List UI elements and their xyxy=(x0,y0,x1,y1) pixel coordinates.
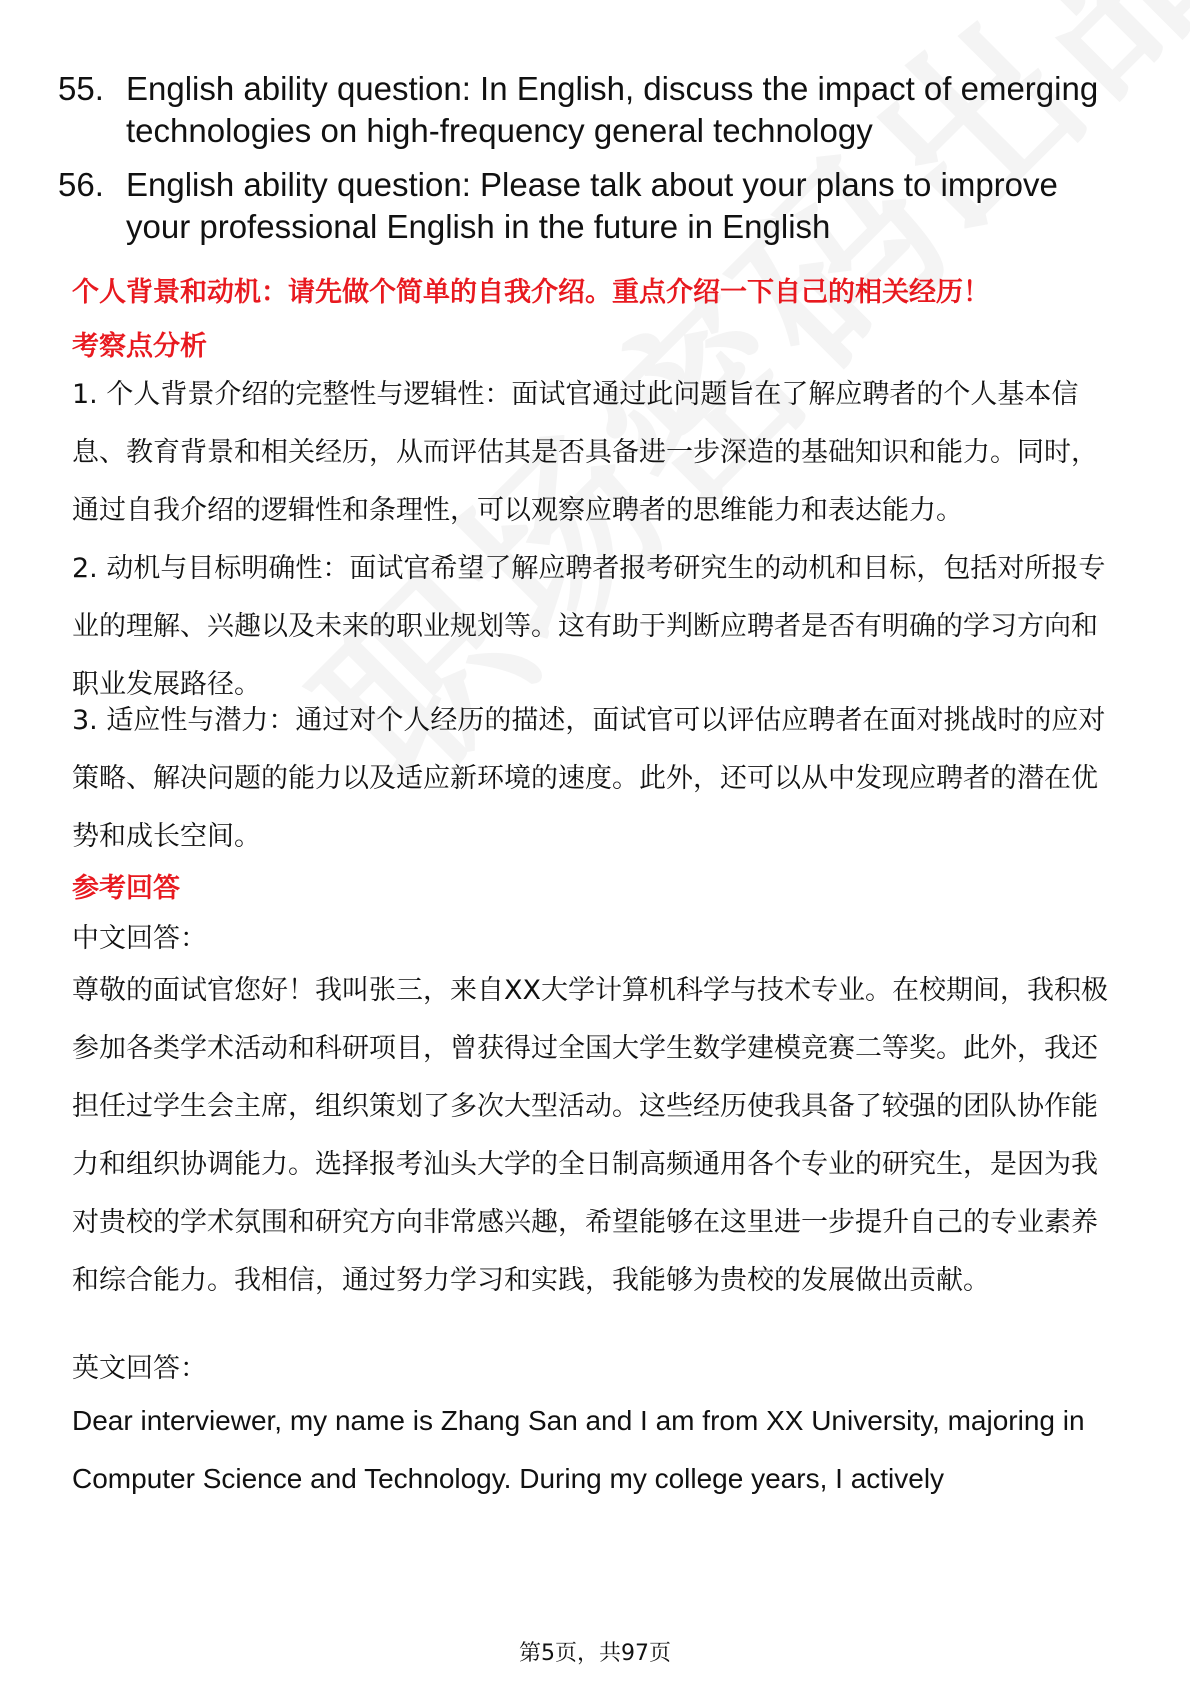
question-text: English ability question: In English, discuss the impact of emerging technologies on high-frequency general technology xyxy=(126,70,1099,149)
analysis-point: 2. 动机与目标明确性：面试官希望了解应聘者报考研究生的动机和目标，包括对所报专业的理解、兴趣以及未来的职业规划等。这有助于判断应聘者是否有明确的学习方向和职业发展路径。 xyxy=(72,553,1106,700)
chinese-answer-label: 中文回答： xyxy=(72,923,207,954)
section-title: 个人背景和动机：请先做个简单的自我介绍。重点介绍一下自己的相关经历！ xyxy=(72,277,990,308)
page-footer: 第5页，共97页 xyxy=(519,1641,671,1666)
chinese-answer: 尊敬的面试官您好！我叫张三，来自XX大学计算机科学与技术专业。在校期间，我积极参加各类学术活动和科研项目，曾获得过全国大学生数学建模竞赛二等奖。此外，我还担任过学生会主席，组织策划了多次大型活动。这些经历使我具备了较强的团队协作能力和组织协调能力。选择报考汕头大学的全日制高频通用各个专业的研究生，是因为我对贵校的学术氛围和研究方向非常感兴趣，希望能够在这里进一步提升自己的专业素养和综合能力。我相信，通过努力学习和实践，我能够为贵校的发展做出贡献。 xyxy=(72,975,1108,1296)
analysis-point: 3. 适应性与潜力：通过对个人经历的描述，面试官可以评估应聘者在面对挑战时的应对策略、解决问题的能力以及适应新环境的速度。此外，还可以从中发现应聘者的潜在优势和成长空间。 xyxy=(72,705,1106,852)
analysis-heading: 考察点分析 xyxy=(72,331,207,362)
question-item xyxy=(58,68,1118,152)
question-number: 56. xyxy=(58,166,104,203)
question-number: 55. xyxy=(58,70,104,107)
analysis-point: 1. 个人背景介绍的完整性与逻辑性：面试官通过此问题旨在了解应聘者的个人基本信息、教育背景和相关经历，从而评估其是否具备进一步深造的基础知识和能力。同时，通过自我介绍的逻辑性和条理性，可以观察应聘者的思维能力和表达能力。 xyxy=(72,379,1098,526)
question-item xyxy=(58,164,1118,248)
question-text: English ability question: Please talk about your plans to improve your professional English in the future in English xyxy=(126,166,1058,245)
english-answer: Dear interviewer, my name is Zhang San and I am from XX University, majoring in Computer Science and Technology. During my college years, I actively xyxy=(72,1405,1085,1494)
reference-heading: 参考回答 xyxy=(72,873,180,904)
english-answer-label: 英文回答： xyxy=(72,1353,207,1384)
